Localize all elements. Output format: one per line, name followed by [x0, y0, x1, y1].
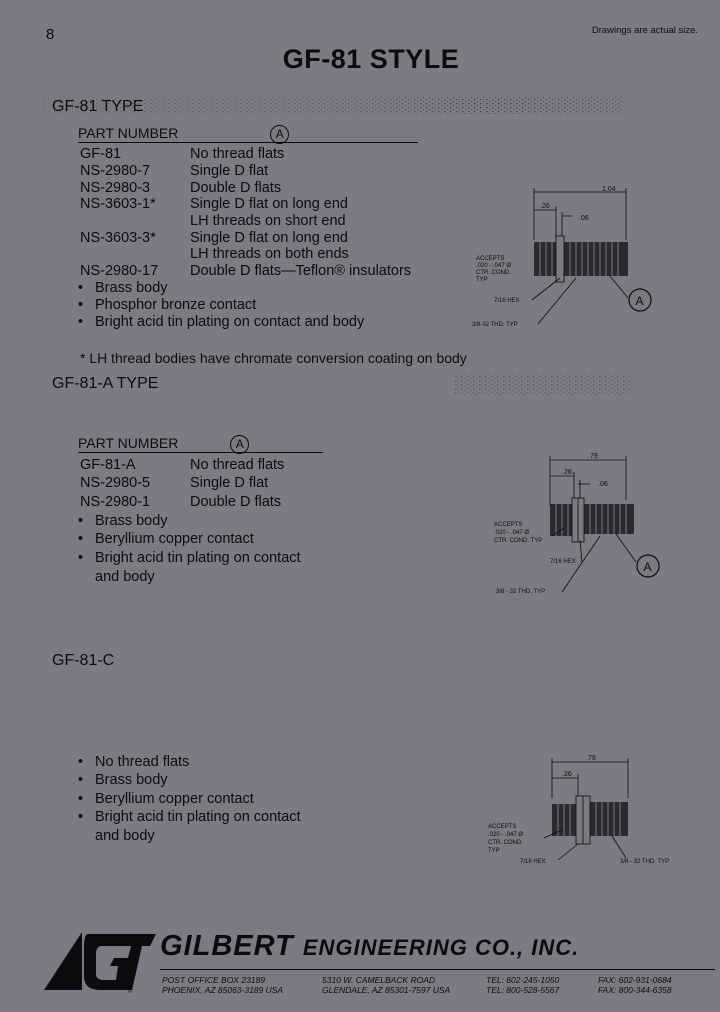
connector-drawing-gf81: [460, 180, 660, 340]
svg-text:CTR. COND. TYP: CTR. COND. TYP: [494, 538, 543, 544]
brand-rest: ENGINEERING CO., INC.: [302, 935, 580, 960]
drawing-scale-note: Drawings are actual size.: [591, 25, 698, 36]
callout-a-icon: A: [270, 125, 289, 144]
section-title-texture: [455, 372, 630, 398]
svg-text:.26: .26: [562, 469, 572, 476]
svg-text:.79: .79: [588, 453, 598, 460]
page-title: GF-81 STYLE: [282, 44, 460, 74]
svg-text:.26: .26: [562, 771, 572, 778]
company-name: [160, 930, 579, 963]
svg-text:.06: .06: [598, 481, 608, 488]
svg-text:CTR. COND.: CTR. COND.: [476, 270, 511, 276]
svg-text:3/8 - 32 THD. TYP: 3/8 - 32 THD. TYP: [620, 859, 670, 865]
dim-gap: .06: [579, 215, 589, 222]
brand-main: GILBERT: [160, 930, 294, 962]
svg-text:7/16 HEX: 7/16 HEX: [550, 559, 576, 565]
svg-text:A: A: [643, 560, 652, 574]
svg-text:7/16 HEX: 7/16 HEX: [494, 298, 520, 304]
footer-rule: [160, 969, 715, 970]
svg-text:3/8-32 THD. TYP: 3/8-32 THD. TYP: [472, 322, 518, 328]
phone-numbers: TEL: 602-245-1050 TEL: 800-528-5567: [486, 975, 560, 995]
callout-a-icon: A: [230, 435, 249, 454]
svg-text:ACCEPTS: ACCEPTS: [476, 256, 505, 262]
fax-numbers: FAX: 602-931-0684 FAX: 800-344-6358: [598, 975, 672, 995]
section-title-gf81a: GF-81-A TYPE: [52, 375, 159, 392]
footnote: * LH thread bodies have chromate conversion coating on body: [80, 350, 467, 366]
gilbert-logo-icon: [42, 922, 158, 994]
svg-text:7/16 HEX: 7/16 HEX: [520, 859, 546, 865]
svg-text:.020 - .047 Ø: .020 - .047 Ø: [494, 530, 530, 536]
section-title-gf81: GF-81 TYPE: [52, 98, 144, 115]
svg-text:ACCEPTS: ACCEPTS: [494, 522, 523, 528]
svg-text:.79: .79: [586, 755, 596, 762]
svg-text:A: A: [635, 294, 644, 308]
address-street: 5310 W. CAMELBACK ROAD GLENDALE, AZ 85301-7597 USA: [322, 975, 451, 995]
header-rule: [78, 142, 418, 143]
connector-drawing-gf81a: [488, 448, 668, 608]
header-rule: [78, 452, 323, 453]
svg-text:.020 - .047 Ø: .020 - .047 Ø: [476, 263, 512, 269]
part-number-label: PART NUMBER: [78, 435, 179, 451]
svg-text:CTR. COND.: CTR. COND.: [488, 840, 523, 846]
dim-hex: .26: [540, 203, 550, 210]
svg-text:3/8 - 32 THD. TYP: 3/8 - 32 THD. TYP: [496, 589, 546, 595]
svg-text:.020 - .047 Ø: .020 - .047 Ø: [488, 832, 524, 838]
svg-text:TYP: TYP: [476, 277, 488, 283]
svg-text:TYP: TYP: [488, 848, 500, 854]
svg-text:ACCEPTS: ACCEPTS: [488, 824, 517, 830]
svg-text:®: ®: [128, 989, 133, 994]
section-title-gf81c: GF-81-C: [52, 652, 115, 669]
address-po-box: POST OFFICE BOX 23189 PHOENIX, AZ 85063-3189 USA: [162, 975, 284, 995]
connector-drawing-gf81c: [480, 750, 690, 875]
part-number-label: PART NUMBER: [78, 125, 179, 141]
dim-overall: 1.04: [602, 186, 616, 193]
page-number: 8: [46, 26, 55, 43]
